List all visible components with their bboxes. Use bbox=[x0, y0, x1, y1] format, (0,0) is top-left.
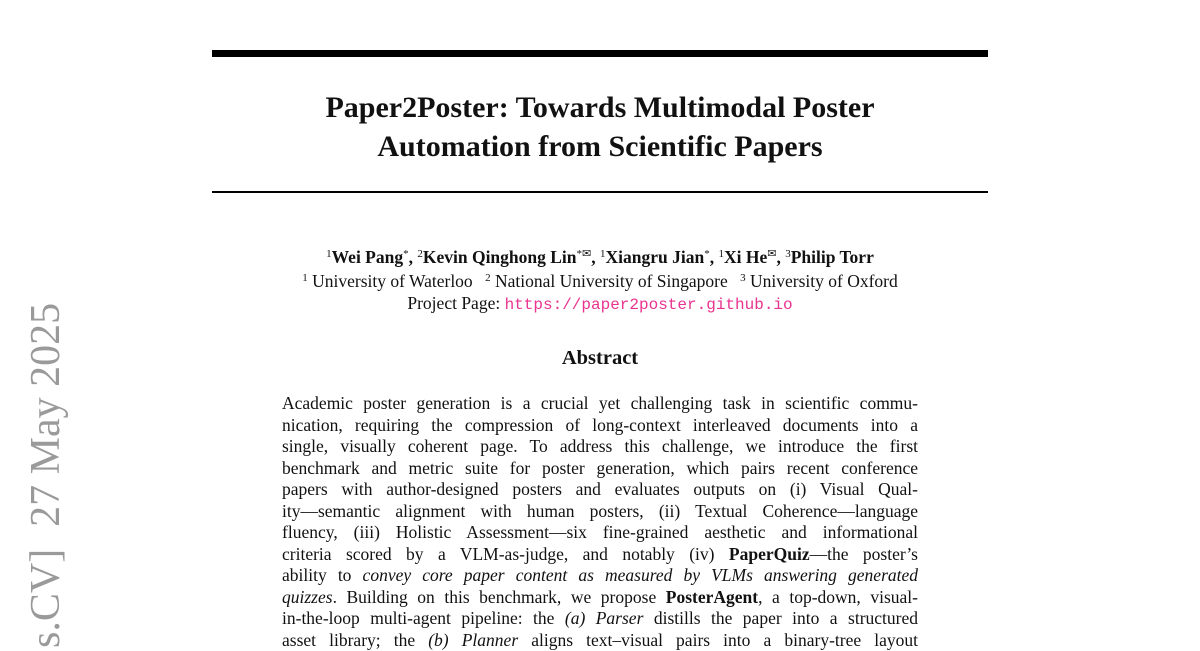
author: $^2$Kevin Qinghong Lin*✉ bbox=[417, 247, 591, 267]
author: $^1$Xiangru Jian* bbox=[600, 247, 710, 267]
abstract-text: Academic poster generation is a crucial yet challenging task in scientific commu- bbox=[282, 393, 918, 413]
abstract-line bbox=[282, 458, 918, 480]
paper-title bbox=[212, 88, 988, 166]
affiliation: $^3$ University of Oxford bbox=[740, 271, 898, 291]
abstract-text: —the poster’s bbox=[810, 544, 918, 564]
abstract-line bbox=[282, 565, 918, 587]
abstract-text: papers with author-designed posters and evaluates outputs on (i) Visual Qual- bbox=[282, 479, 918, 499]
abstract-line bbox=[282, 501, 918, 523]
arxiv-date: 27 May 2025 bbox=[22, 303, 70, 527]
author-list: $^1$Wei Pang*, $^2$Kevin Qinghong Lin*✉, $^1$Xiangru Jian*, $^1$Xi He✉, $^3$Philip Torr bbox=[212, 246, 988, 269]
abstract-text: asset library; the bbox=[282, 630, 428, 650]
abstract-line bbox=[282, 415, 918, 437]
abstract-line bbox=[282, 393, 918, 415]
abstract-text: in-the-loop multi-agent pipeline: the bbox=[282, 608, 565, 628]
abstract-line bbox=[282, 544, 918, 566]
abstract-line bbox=[282, 436, 918, 458]
abstract-italic-text: quizzes bbox=[282, 587, 333, 607]
abstract-text: ability to bbox=[282, 565, 363, 585]
abstract-body bbox=[282, 393, 918, 651]
project-page-link[interactable]: https://paper2poster.github.io bbox=[505, 296, 793, 314]
affiliation-list bbox=[212, 270, 988, 293]
title-line: Paper2Poster: Towards Multimodal Poster bbox=[212, 88, 988, 127]
abstract-bold-term: PaperQuiz bbox=[729, 544, 810, 564]
abstract-italic-text: (b) Planner bbox=[428, 630, 518, 650]
abstract-italic-text: convey core paper content as measured by VLMs answering generated bbox=[363, 565, 918, 585]
abstract-line bbox=[282, 479, 918, 501]
title-bottom-rule bbox=[212, 191, 988, 193]
abstract-text: criteria scored by a VLM-as-judge, and notably (iv) bbox=[282, 544, 729, 564]
abstract-text: single, visually coherent page. To address this challenge, we introduce the first bbox=[282, 436, 918, 456]
title-top-rule bbox=[212, 50, 988, 57]
abstract-text: distills the paper into a structured bbox=[643, 608, 918, 628]
abstract-heading: Abstract bbox=[212, 344, 988, 372]
abstract-text: aligns text–visual pairs into a binary-tree layout bbox=[518, 630, 918, 650]
abstract-text: , a top-down, visual- bbox=[758, 587, 918, 607]
title-line: Automation from Scientific Papers bbox=[212, 127, 988, 166]
author: $^1$Wei Pang* bbox=[326, 247, 408, 267]
project-page-label: Project Page: bbox=[407, 293, 500, 313]
affiliation: $^2$ National University of Singapore bbox=[485, 271, 728, 291]
abstract-text: nication, requiring the compression of long-context interleaved documents into a bbox=[282, 415, 918, 435]
abstract-line bbox=[282, 608, 918, 630]
abstract-line bbox=[282, 587, 918, 609]
author: $^1$Xi He✉ bbox=[718, 247, 776, 267]
project-page bbox=[212, 292, 988, 317]
abstract-italic-text: (a) Parser bbox=[565, 608, 644, 628]
abstract-text: benchmark and metric suite for poster generation, which pairs recent conference bbox=[282, 458, 918, 478]
affiliation: $^1$ University of Waterloo bbox=[302, 271, 472, 291]
abstract-text: . Building on this benchmark, we propose bbox=[333, 587, 666, 607]
author: $^3$Philip Torr bbox=[785, 247, 874, 267]
abstract-bold-term: PosterAgent bbox=[666, 587, 758, 607]
abstract-text: ity—semantic alignment with human posters, (ii) Textual Coherence—language bbox=[282, 501, 918, 521]
abstract-text: fluency, (iii) Holistic Assessment—six fine-grained aesthetic and informational bbox=[282, 522, 918, 542]
arxiv-category: s.CV] bbox=[22, 549, 70, 648]
abstract-line bbox=[282, 522, 918, 544]
arxiv-stamp bbox=[22, 303, 70, 648]
